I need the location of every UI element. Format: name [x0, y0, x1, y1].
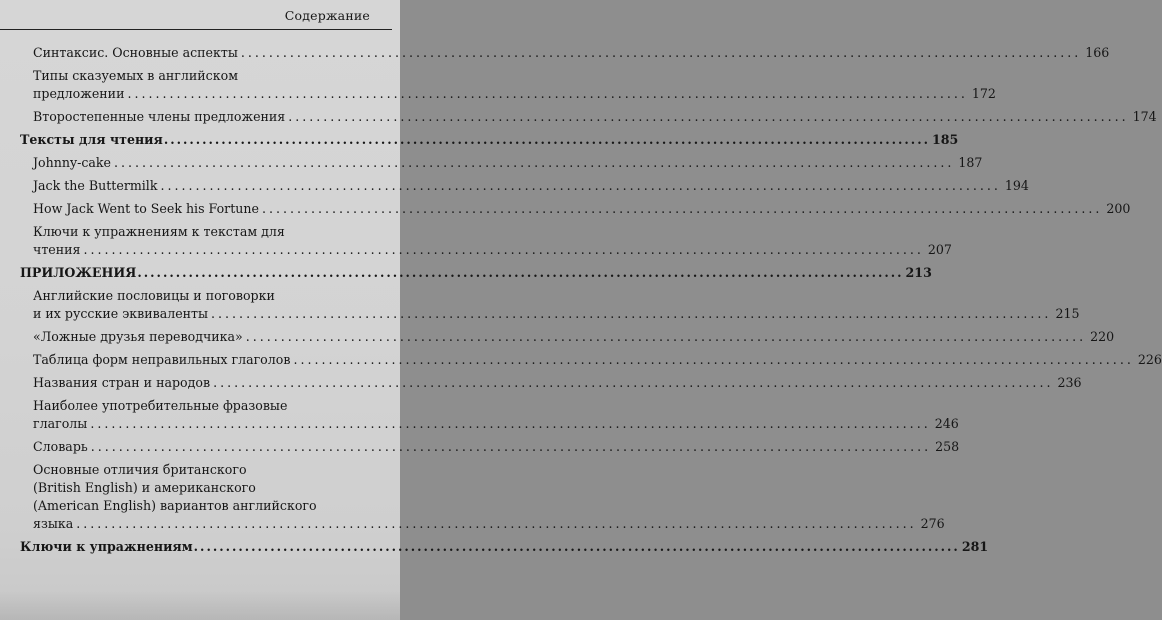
toc-entry [0, 44, 1110, 62]
toc-entry [0, 397, 959, 433]
toc-page-number: 200 [1106, 201, 1131, 216]
toc-entry-title: языка [33, 516, 74, 531]
toc-entry [0, 131, 959, 149]
dot-leader: ........................................................................................................................ [261, 201, 1103, 216]
toc-entry-leader-line [33, 44, 1110, 62]
toc-entry-title: «Ложные друзья переводчика» [33, 329, 243, 344]
toc-entry-title-line: Наиболее употребительные фразовые [33, 398, 288, 413]
toc-entry-leader-line [33, 415, 959, 433]
dot-leader: ........................................................................................................................ [83, 242, 924, 257]
page-shadow [0, 590, 400, 620]
toc-entry-title: предложении [33, 86, 125, 101]
toc-entry [0, 223, 952, 259]
toc-entry-title: Jack the Buttermilk [33, 178, 158, 193]
dot-leader: ........................................................................................................................ [90, 439, 932, 454]
table-of-contents [0, 44, 1162, 561]
toc-entry-leader-line [33, 374, 1082, 392]
toc-entry [0, 461, 945, 533]
toc-entry-title: Словарь [33, 439, 88, 454]
toc-entry-title: глаголы [33, 416, 88, 431]
toc-page-number: 187 [958, 155, 983, 170]
toc-page-number: 166 [1085, 45, 1110, 60]
toc-page-number: 281 [961, 539, 989, 554]
toc-entry-title: Синтаксис. Основные аспекты [33, 45, 238, 60]
toc-entry-title: и их русские эквиваленты [33, 306, 209, 321]
toc-entry-leader-line [33, 241, 952, 259]
toc-entry [0, 287, 1080, 323]
dot-leader: ........................................................................................................................ [163, 132, 930, 147]
toc-entry-leader-line [33, 328, 1115, 346]
toc-entry-leader-line [33, 154, 983, 172]
toc-entry-leader-line [33, 305, 1080, 323]
toc-page-number: 258 [935, 439, 960, 454]
dot-leader: ........................................................................................................................ [293, 352, 1134, 367]
dot-leader: ........................................................................................................................ [137, 265, 904, 280]
toc-page-number: 213 [905, 265, 932, 280]
toc-page-number: 276 [920, 516, 945, 531]
toc-entry [0, 108, 1157, 126]
toc-entry-title-line: (British English) и американского [33, 480, 256, 495]
toc-entry-title-line: Типы сказуемых в английском [33, 68, 238, 83]
toc-page-number: 207 [927, 242, 952, 257]
toc-entry-leader-line [33, 515, 945, 533]
toc-page-number: 194 [1004, 178, 1029, 193]
dot-leader: ........................................................................................................................ [90, 416, 931, 431]
toc-entry [0, 538, 989, 556]
toc-entry [0, 67, 996, 103]
toc-entry-title-line: Ключи к упражнениям к текстам для [33, 224, 285, 239]
dot-leader: ........................................................................................................................ [245, 329, 1087, 344]
toc-entry-leader-line [20, 538, 989, 556]
toc-entry-title: Johnny-cake [33, 155, 111, 170]
toc-page-number: 236 [1057, 375, 1082, 390]
toc-entry [0, 264, 932, 282]
toc-entry-title-line: (American English) вариантов английского [33, 498, 317, 513]
toc-page-number: 215 [1055, 306, 1080, 321]
toc-page-number: 246 [934, 416, 959, 431]
toc-entry-leader-line [20, 264, 932, 282]
toc-entry-title: ПРИЛОЖЕНИЯ [20, 265, 137, 280]
dot-leader: ........................................................................................................................ [213, 375, 1054, 390]
toc-entry-title: Тексты для чтения [20, 132, 163, 147]
toc-entry-title: Названия стран и народов [33, 375, 211, 390]
dot-leader: ........................................................................................................................ [211, 306, 1052, 321]
toc-entry [0, 351, 1162, 369]
toc-entry [0, 374, 1082, 392]
toc-entry-leader-line [20, 131, 959, 149]
toc-entry-leader-line [33, 200, 1131, 218]
toc-page-number: 185 [931, 132, 959, 147]
toc-entry [0, 328, 1115, 346]
dot-leader: ........................................................................................................................ [76, 516, 917, 531]
dot-leader: ........................................................................................................................ [127, 86, 968, 101]
header-rule [0, 29, 392, 30]
dot-leader: ........................................................................................................................ [113, 155, 955, 170]
dot-leader: ........................................................................................................................ [240, 45, 1082, 60]
toc-entry-title: чтения [33, 242, 81, 257]
dot-leader: ........................................................................................................................ [160, 178, 1001, 193]
toc-entry-title-line: Основные отличия британского [33, 462, 247, 477]
toc-entry-leader-line [33, 85, 996, 103]
dot-leader: ........................................................................................................................ [193, 539, 960, 554]
toc-entry [0, 154, 983, 172]
toc-entry-leader-line [33, 108, 1157, 126]
toc-entry-leader-line [33, 177, 1029, 195]
toc-page-number: 220 [1090, 329, 1115, 344]
toc-entry-title-line: Английские пословицы и поговорки [33, 288, 275, 303]
dot-leader: ........................................................................................................................ [288, 109, 1129, 124]
toc-page-number: 226 [1137, 352, 1162, 367]
toc-page-number: 172 [971, 86, 996, 101]
toc-entry-title: How Jack Went to Seek his Fortune [33, 201, 259, 216]
toc-entry-title: Таблица форм неправильных глаголов [33, 352, 291, 367]
toc-entry-leader-line [33, 438, 960, 456]
running-head: Содержание [284, 8, 370, 23]
toc-entry [0, 177, 1029, 195]
toc-entry-leader-line [33, 351, 1162, 369]
toc-page-number: 174 [1132, 109, 1157, 124]
toc-entry-title: Второстепенные члены предложения [33, 109, 286, 124]
toc-entry [0, 200, 1131, 218]
toc-entry-title: Ключи к упражнениям [20, 539, 193, 554]
toc-entry [0, 438, 960, 456]
